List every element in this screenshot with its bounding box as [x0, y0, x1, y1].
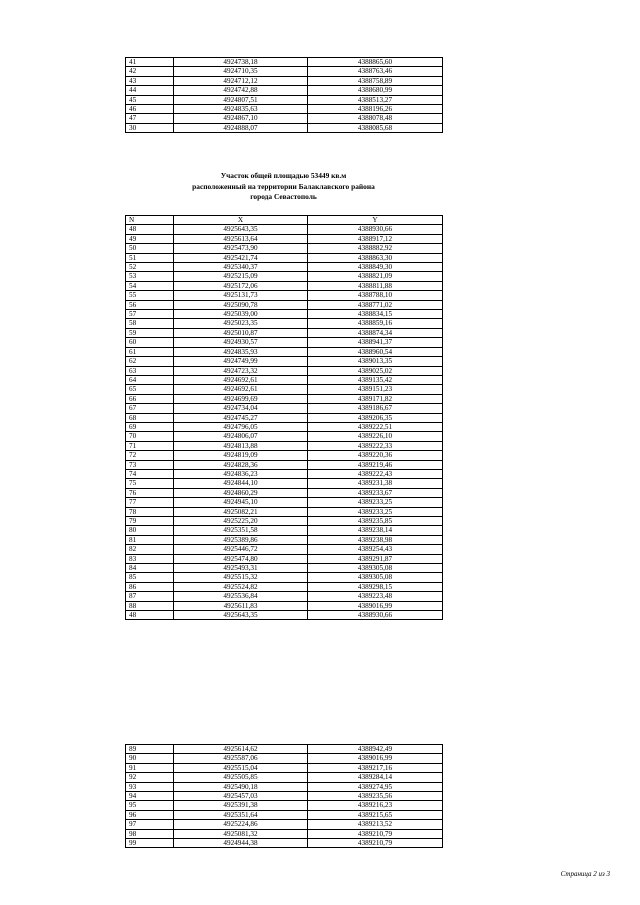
point-number-cell: 90	[126, 754, 174, 763]
x-coordinate-cell: 4924860,29	[174, 488, 308, 497]
y-coordinate-cell: 4388788,10	[308, 291, 443, 300]
y-coordinate-cell: 4389222,51	[308, 422, 443, 431]
y-coordinate-cell: 4389151,23	[308, 385, 443, 394]
x-coordinate-cell: 4924944,38	[174, 839, 308, 848]
x-coordinate-cell: 4925587,06	[174, 754, 308, 763]
point-number-cell: 42	[126, 67, 174, 76]
point-number-cell: 50	[126, 244, 174, 253]
y-coordinate-cell: 4389025,02	[308, 366, 443, 375]
point-number-cell: 74	[126, 469, 174, 478]
y-coordinate-cell: 4389235,85	[308, 517, 443, 526]
point-number-cell: 73	[126, 460, 174, 469]
coordinates-table-2	[125, 215, 443, 620]
x-coordinate-cell: 4925225,20	[174, 517, 308, 526]
table-row	[126, 105, 443, 114]
y-coordinate-cell: 4388863,30	[308, 253, 443, 262]
table-row	[126, 422, 443, 431]
page-number: Страница 2 из 3	[560, 870, 610, 878]
y-coordinate-cell: 4389233,25	[308, 498, 443, 507]
point-number-cell: 86	[126, 582, 174, 591]
table-row	[126, 375, 443, 384]
point-number-cell: 99	[126, 839, 174, 848]
table-row	[126, 745, 443, 754]
point-number-cell: 56	[126, 300, 174, 309]
y-coordinate-cell: 4388960,54	[308, 347, 443, 356]
x-coordinate-cell: 4924930,57	[174, 338, 308, 347]
y-coordinate-cell: 4389210,79	[308, 839, 443, 848]
x-coordinate-cell: 4925215,09	[174, 272, 308, 281]
point-number-cell: 75	[126, 479, 174, 488]
point-number-cell: 64	[126, 375, 174, 384]
point-number-cell: 49	[126, 234, 174, 243]
x-coordinate-cell: 4925474,80	[174, 554, 308, 563]
point-number-cell: 41	[126, 58, 174, 67]
y-coordinate-cell: 4389254,43	[308, 545, 443, 554]
point-number-cell: 83	[126, 554, 174, 563]
y-coordinate-cell: 4388771,02	[308, 300, 443, 309]
x-coordinate-cell: 4924807,51	[174, 95, 308, 104]
point-number-cell: 79	[126, 517, 174, 526]
x-coordinate-cell: 4925515,04	[174, 763, 308, 772]
table-row	[126, 95, 443, 104]
x-coordinate-cell: 4925224,86	[174, 820, 308, 829]
x-coordinate-cell: 4925340,37	[174, 263, 308, 272]
y-coordinate-cell: 4388941,37	[308, 338, 443, 347]
table-row	[126, 488, 443, 497]
table-row	[126, 460, 443, 469]
x-coordinate-cell: 4925524,82	[174, 582, 308, 591]
x-coordinate-cell: 4925457,03	[174, 792, 308, 801]
x-coordinate-cell: 4924749,99	[174, 357, 308, 366]
x-coordinate-cell: 4925421,74	[174, 253, 308, 262]
section-title-line-1: Участок общей площадью 53449 кв.м	[220, 171, 347, 180]
y-coordinate-cell: 4388196,26	[308, 105, 443, 114]
point-number-cell: 30	[126, 123, 174, 132]
y-coordinate-cell: 4389223,48	[308, 592, 443, 601]
x-coordinate-cell: 4924745,27	[174, 413, 308, 422]
table-row	[126, 592, 443, 601]
x-coordinate-cell: 4925643,35	[174, 225, 308, 234]
table-row	[126, 573, 443, 582]
y-coordinate-cell: 4389222,43	[308, 469, 443, 478]
point-number-cell: 48	[126, 611, 174, 620]
x-coordinate-cell: 4925473,90	[174, 244, 308, 253]
point-number-cell: 69	[126, 422, 174, 431]
y-coordinate-cell: 4389219,46	[308, 460, 443, 469]
y-coordinate-cell: 4389231,38	[308, 479, 443, 488]
point-number-cell: 87	[126, 592, 174, 601]
y-coordinate-cell: 4389238,14	[308, 526, 443, 535]
x-coordinate-cell: 4924888,07	[174, 123, 308, 132]
x-coordinate-cell: 4925515,32	[174, 573, 308, 582]
x-coordinate-cell: 4924813,88	[174, 441, 308, 450]
y-coordinate-cell: 4389233,25	[308, 507, 443, 516]
point-number-cell: 96	[126, 810, 174, 819]
y-coordinate-cell: 4389213,52	[308, 820, 443, 829]
table-row	[126, 498, 443, 507]
point-number-cell: 66	[126, 394, 174, 403]
table-row	[126, 451, 443, 460]
table-row	[126, 58, 443, 67]
table-row	[126, 810, 443, 819]
point-number-cell: 44	[126, 86, 174, 95]
y-coordinate-cell: 4389135,42	[308, 375, 443, 384]
table-row	[126, 225, 443, 234]
x-coordinate-cell: 4924835,63	[174, 105, 308, 114]
table-row	[126, 357, 443, 366]
table-row	[126, 535, 443, 544]
point-number-cell: 59	[126, 328, 174, 337]
table-row	[126, 67, 443, 76]
x-coordinate-cell: 4924945,10	[174, 498, 308, 507]
y-coordinate-cell: 4388942,49	[308, 745, 443, 754]
x-coordinate-cell: 4924867,10	[174, 114, 308, 123]
y-coordinate-cell: 4389298,15	[308, 582, 443, 591]
point-number-cell: 94	[126, 792, 174, 801]
x-coordinate-cell: 4925131,73	[174, 291, 308, 300]
section-title-line-2: расположенный на территории Балаклавского района	[192, 181, 375, 191]
point-number-cell: 54	[126, 281, 174, 290]
x-coordinate-cell: 4925082,21	[174, 507, 308, 516]
table-row	[126, 479, 443, 488]
section-title-line-3: города Севастополь	[250, 192, 317, 201]
x-coordinate-cell: 4925493,31	[174, 564, 308, 573]
table-row	[126, 347, 443, 356]
y-coordinate-cell: 4388758,89	[308, 76, 443, 85]
y-coordinate-cell: 4389186,67	[308, 404, 443, 413]
y-coordinate-cell: 4389215,65	[308, 810, 443, 819]
y-coordinate-cell: 4389238,98	[308, 535, 443, 544]
point-number-cell: 60	[126, 338, 174, 347]
point-number-cell: 92	[126, 773, 174, 782]
x-coordinate-cell: 4925614,62	[174, 745, 308, 754]
point-number-cell: 70	[126, 432, 174, 441]
point-number-cell: 76	[126, 488, 174, 497]
x-coordinate-cell: 4925446,72	[174, 545, 308, 554]
x-coordinate-cell: 4925351,58	[174, 526, 308, 535]
point-number-cell: 98	[126, 829, 174, 838]
y-coordinate-cell: 4389210,79	[308, 829, 443, 838]
column-header-n: N	[126, 216, 174, 225]
y-coordinate-cell: 4389222,33	[308, 441, 443, 450]
table-row	[126, 601, 443, 610]
y-coordinate-cell: 4388917,12	[308, 234, 443, 243]
point-number-cell: 61	[126, 347, 174, 356]
x-coordinate-cell: 4924723,32	[174, 366, 308, 375]
y-coordinate-cell: 4388821,09	[308, 272, 443, 281]
y-coordinate-cell: 4389305,08	[308, 573, 443, 582]
table-row	[126, 820, 443, 829]
y-coordinate-cell: 4388513,27	[308, 95, 443, 104]
point-number-cell: 65	[126, 385, 174, 394]
table-row	[126, 385, 443, 394]
point-number-cell: 43	[126, 76, 174, 85]
point-number-cell: 82	[126, 545, 174, 554]
y-coordinate-cell: 4389216,23	[308, 801, 443, 810]
table-row	[126, 394, 443, 403]
x-coordinate-cell: 4925172,06	[174, 281, 308, 290]
y-coordinate-cell: 4389171,82	[308, 394, 443, 403]
x-coordinate-cell: 4925039,00	[174, 310, 308, 319]
point-number-cell: 88	[126, 601, 174, 610]
x-coordinate-cell: 4925536,84	[174, 592, 308, 601]
point-number-cell: 46	[126, 105, 174, 114]
table-row	[126, 517, 443, 526]
x-coordinate-cell: 4925613,64	[174, 234, 308, 243]
table-row	[126, 582, 443, 591]
table-row	[126, 441, 443, 450]
table-row	[126, 829, 443, 838]
x-coordinate-cell: 4924806,07	[174, 432, 308, 441]
x-coordinate-cell: 4925391,38	[174, 801, 308, 810]
table-row	[126, 76, 443, 85]
point-number-cell: 58	[126, 319, 174, 328]
x-coordinate-cell: 4924835,93	[174, 347, 308, 356]
table-row	[126, 86, 443, 95]
y-coordinate-cell: 4389220,36	[308, 451, 443, 460]
table-row	[126, 507, 443, 516]
x-coordinate-cell: 4924836,23	[174, 469, 308, 478]
y-coordinate-cell: 4388078,48	[308, 114, 443, 123]
x-coordinate-cell: 4924742,88	[174, 86, 308, 95]
table-row	[126, 526, 443, 535]
table-row	[126, 554, 443, 563]
y-coordinate-cell: 4388930,66	[308, 611, 443, 620]
y-coordinate-cell: 4389226,10	[308, 432, 443, 441]
point-number-cell: 72	[126, 451, 174, 460]
point-number-cell: 67	[126, 404, 174, 413]
y-coordinate-cell: 4388874,34	[308, 328, 443, 337]
table-row	[126, 801, 443, 810]
table-row	[126, 366, 443, 375]
y-coordinate-cell: 4389305,08	[308, 564, 443, 573]
column-header-y: Y	[308, 216, 443, 225]
table-header-row	[126, 216, 443, 225]
table-row	[126, 234, 443, 243]
y-coordinate-cell: 4389206,35	[308, 413, 443, 422]
y-coordinate-cell: 4388865,60	[308, 58, 443, 67]
table-row	[126, 291, 443, 300]
point-number-cell: 71	[126, 441, 174, 450]
x-coordinate-cell: 4925081,32	[174, 829, 308, 838]
y-coordinate-cell: 4389013,35	[308, 357, 443, 366]
point-number-cell: 97	[126, 820, 174, 829]
y-coordinate-cell: 4389291,87	[308, 554, 443, 563]
table-row	[126, 611, 443, 620]
y-coordinate-cell: 4388763,46	[308, 67, 443, 76]
point-number-cell: 63	[126, 366, 174, 375]
y-coordinate-cell: 4389217,16	[308, 763, 443, 772]
x-coordinate-cell: 4925023,35	[174, 319, 308, 328]
y-coordinate-cell: 4389016,99	[308, 601, 443, 610]
table-row	[126, 300, 443, 309]
x-coordinate-cell: 4925505,85	[174, 773, 308, 782]
table-row	[126, 281, 443, 290]
point-number-cell: 57	[126, 310, 174, 319]
y-coordinate-cell: 4388811,88	[308, 281, 443, 290]
x-coordinate-cell: 4924710,35	[174, 67, 308, 76]
point-number-cell: 78	[126, 507, 174, 516]
x-coordinate-cell: 4924738,18	[174, 58, 308, 67]
table-row	[126, 773, 443, 782]
point-number-cell: 55	[126, 291, 174, 300]
column-header-x: X	[174, 216, 308, 225]
table-row	[126, 839, 443, 848]
y-coordinate-cell: 4389235,56	[308, 792, 443, 801]
table-row	[126, 319, 443, 328]
y-coordinate-cell: 4388882,92	[308, 244, 443, 253]
y-coordinate-cell: 4389274,95	[308, 782, 443, 791]
y-coordinate-cell: 4388930,66	[308, 225, 443, 234]
point-number-cell: 93	[126, 782, 174, 791]
point-number-cell: 85	[126, 573, 174, 582]
x-coordinate-cell: 4925351,64	[174, 810, 308, 819]
section-title	[125, 171, 442, 203]
x-coordinate-cell: 4924734,04	[174, 404, 308, 413]
table-row	[126, 792, 443, 801]
table-row	[126, 114, 443, 123]
point-number-cell: 89	[126, 745, 174, 754]
table-row	[126, 782, 443, 791]
y-coordinate-cell: 4388834,15	[308, 310, 443, 319]
x-coordinate-cell: 4925643,35	[174, 611, 308, 620]
point-number-cell: 91	[126, 763, 174, 772]
table-row	[126, 310, 443, 319]
point-number-cell: 68	[126, 413, 174, 422]
x-coordinate-cell: 4924712,12	[174, 76, 308, 85]
table-row	[126, 432, 443, 441]
table-row	[126, 253, 443, 262]
y-coordinate-cell: 4388849,30	[308, 263, 443, 272]
x-coordinate-cell: 4925490,18	[174, 782, 308, 791]
point-number-cell: 62	[126, 357, 174, 366]
table-row	[126, 413, 443, 422]
y-coordinate-cell: 4389016,99	[308, 754, 443, 763]
table-row	[126, 123, 443, 132]
point-number-cell: 84	[126, 564, 174, 573]
x-coordinate-cell: 4924692,61	[174, 385, 308, 394]
point-number-cell: 52	[126, 263, 174, 272]
x-coordinate-cell: 4924699,69	[174, 394, 308, 403]
table-row	[126, 469, 443, 478]
x-coordinate-cell: 4925010,87	[174, 328, 308, 337]
table-row	[126, 404, 443, 413]
table-row	[126, 564, 443, 573]
table-row	[126, 263, 443, 272]
x-coordinate-cell: 4924828,36	[174, 460, 308, 469]
table-row	[126, 338, 443, 347]
table-row	[126, 244, 443, 253]
point-number-cell: 80	[126, 526, 174, 535]
point-number-cell: 77	[126, 498, 174, 507]
y-coordinate-cell: 4388085,68	[308, 123, 443, 132]
point-number-cell: 51	[126, 253, 174, 262]
x-coordinate-cell: 4925611,83	[174, 601, 308, 610]
table-row	[126, 545, 443, 554]
x-coordinate-cell: 4925090,78	[174, 300, 308, 309]
point-number-cell: 47	[126, 114, 174, 123]
y-coordinate-cell: 4388680,99	[308, 86, 443, 95]
point-number-cell: 81	[126, 535, 174, 544]
table-row	[126, 328, 443, 337]
table-row	[126, 272, 443, 281]
x-coordinate-cell: 4924692,61	[174, 375, 308, 384]
x-coordinate-cell: 4924844,10	[174, 479, 308, 488]
coordinates-table-3	[125, 744, 443, 848]
y-coordinate-cell: 4389233,67	[308, 488, 443, 497]
x-coordinate-cell: 4925389,86	[174, 535, 308, 544]
table-row	[126, 763, 443, 772]
coordinates-table-1	[125, 57, 443, 133]
table-row	[126, 754, 443, 763]
point-number-cell: 95	[126, 801, 174, 810]
y-coordinate-cell: 4388859,16	[308, 319, 443, 328]
point-number-cell: 48	[126, 225, 174, 234]
y-coordinate-cell: 4389284,14	[308, 773, 443, 782]
x-coordinate-cell: 4924796,05	[174, 422, 308, 431]
point-number-cell: 45	[126, 95, 174, 104]
x-coordinate-cell: 4924819,09	[174, 451, 308, 460]
point-number-cell: 53	[126, 272, 174, 281]
